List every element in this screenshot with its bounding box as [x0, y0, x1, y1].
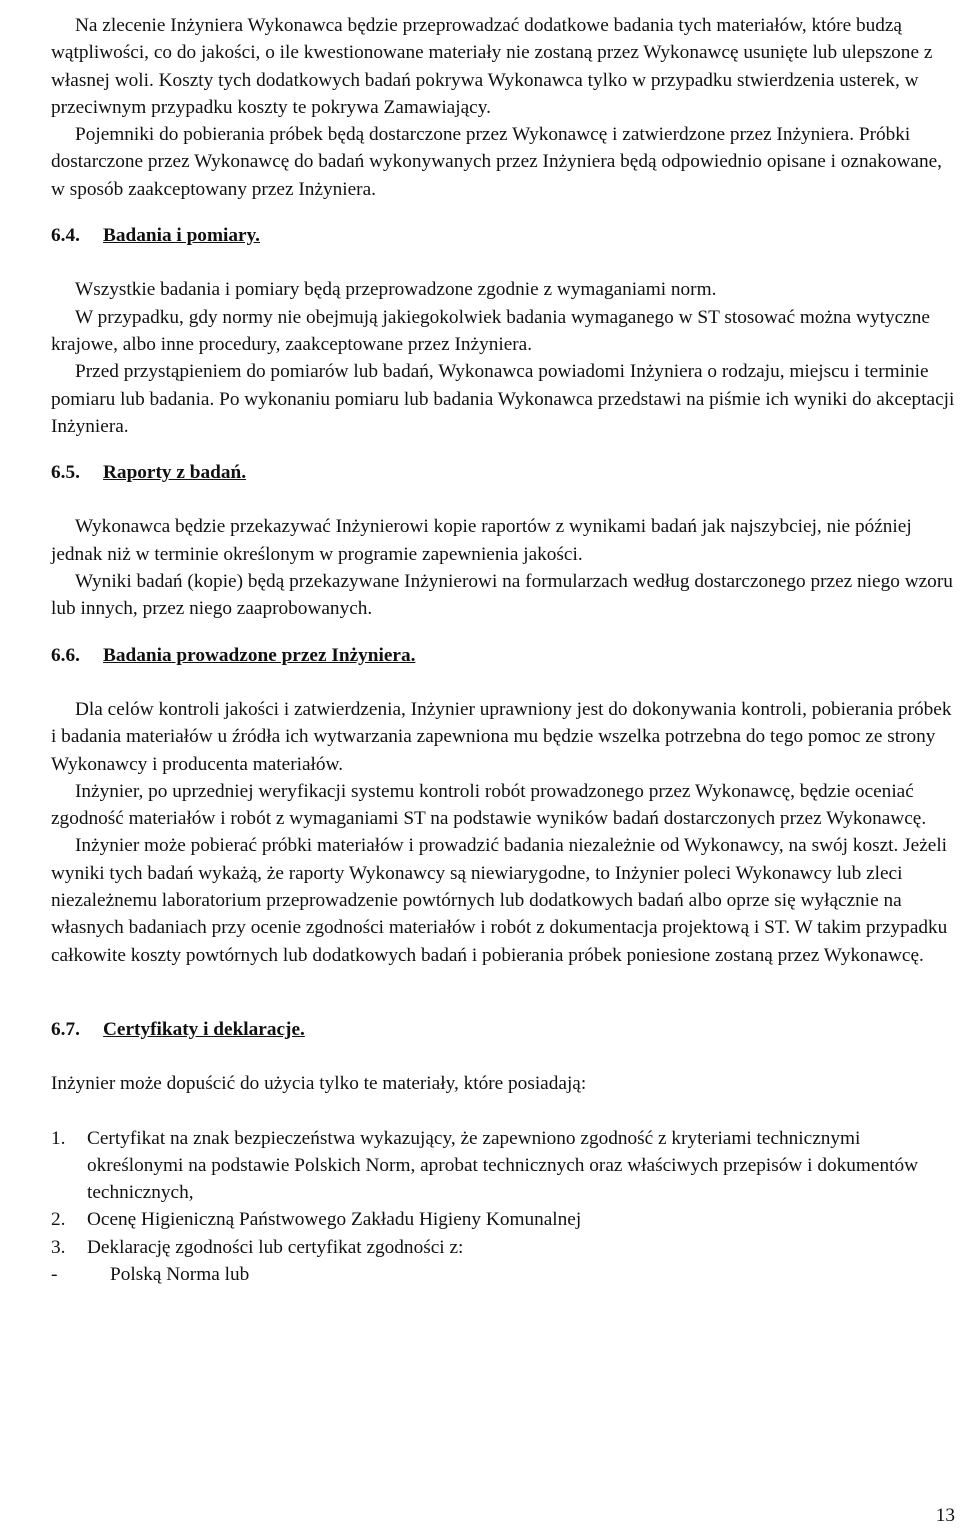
list-item-text: Deklarację zgodności lub certyfikat zgodności z:: [87, 1236, 464, 1258]
list-item-text: Certyfikat na znak bezpieczeństwa wykazujący, że zapewniono zgodność z kryteriami technicznymi określonymi na podstawie Polskich Norm, aprobat technicznych oraz właściwych przepisów i dokumentów technicznych,: [87, 1127, 919, 1204]
list-item-text: Ocenę Higieniczną Państwowego Zakładu Higieny Komunalnej: [87, 1209, 582, 1231]
paragraph: Wyniki badań (kopie) będą przekazywane Inżynierowi na formularzach według dostarczonego przez niego wzoru lub innych, przez niego zaaprobowanych.: [51, 571, 953, 620]
paragraph: Inżynier może pobierać próbki materiałów i prowadzić badania niezależnie od Wykonawcy, na swój koszt. Jeżeli wyniki tych badań wykażą, że raporty Wykonawcy są niewiarygodne, to Inżynier poleci Wykonawcy lub zleci niezależnemu laboratorium przeprowadzenie powtórnych lub dodatkowych badań albo oprze się wyłącznie na własnych badaniach przy ocenie zgodności materiałów i robót z dokumentacja projektową i ST. W takim przypadku całkowite koszty powtórnych lub dodatkowych badań i pobierania próbek poniesione zostaną przez Wykonawcę.: [51, 835, 948, 966]
section-title: Raporty z badań.: [103, 462, 247, 484]
section-heading-6-5: [51, 459, 955, 486]
list-item-number: 2.: [51, 1209, 66, 1231]
list-item-number: 1.: [51, 1127, 66, 1149]
page-number: 13: [935, 1505, 955, 1526]
paragraph: Dla celów kontroli jakości i zatwierdzenia, Inżynier uprawniony jest do dokonywania kontroli, pobierania próbek i badania materiałów u źródła ich wytwarzania zapewniona mu będzie wszelka potrzebna do tego pomoc ze strony Wykonawcy i producenta materiałów.: [51, 698, 952, 775]
paragraph: Pojemniki do pobierania próbek będą dostarczone przez Wykonawcę i zatwierdzone przez Inżyniera. Próbki dostarczone przez Wykonawcę do badań wykonywanych przez Inżyniera będą odpowiednio opisane i oznakowane, w sposób zaakceptowany przez Inżyniera.: [51, 124, 942, 200]
paragraph: Na zlecenie Inżyniera Wykonawca będzie przeprowadzać dodatkowe badania tych materiałów, które budzą wątpliwości, co do jakości, o ile kwestionowane materiały nie zostaną przez Wykonawcę usunięte lub ulepszone z własnej woli. Koszty tych dodatkowych badań pokrywa Wykonawca tylko w przypadku stwierdzenia usterek, w przeciwnym przypadku koszty te pokrywa Zamawiający.: [51, 15, 933, 118]
section-intro: Inżynier może dopuścić do użycia tylko te materiały, które posiadają:: [51, 1073, 587, 1095]
section-number: 6.5.: [51, 462, 80, 484]
section-title: Badania prowadzone przez Inżyniera.: [103, 644, 416, 666]
list-item: [51, 1206, 955, 1233]
paragraph: Inżynier, po uprzedniej weryfikacji systemu kontroli robót prowadzonego przez Wykonawcę, będzie oceniać zgodność materiałów i robót z wymaganiami ST na podstawie wyników badań dostarczonych przez Wykonawcę.: [51, 780, 927, 830]
paragraph: W przypadku, gdy normy nie obejmują jakiegokolwiek badania wymaganego w ST stosować można wytyczne krajowe, albo inne procedury, zaakceptowane przez Inżyniera.: [51, 306, 930, 355]
section-heading-6-6: [51, 642, 955, 669]
sub-list-text: Polską Norma lub: [110, 1263, 250, 1285]
list-item: [51, 1234, 955, 1261]
section-heading-6-4: [51, 222, 955, 249]
paragraph: Przed przystąpieniem do pomiarów lub badań, Wykonawca powiadomi Inżyniera o rodzaju, miejscu i terminie pomiaru lub badania. Po wykonaniu pomiaru lub badania Wykonawca przedstawi na piśmie ich wyniki do akceptacji Inżyniera.: [51, 361, 955, 437]
list-item-number: 3.: [51, 1236, 66, 1258]
list-item: [51, 1125, 955, 1207]
paragraph: Wykonawca będzie przekazywać Inżynierowi kopie raportów z wynikami badań jak najszybciej, nie później jednak niż w terminie określonym w programie zapewnienia jakości.: [51, 516, 912, 565]
section-number: 6.6.: [51, 644, 80, 666]
section-number: 6.7.: [51, 1018, 80, 1040]
section-title: Certyfikaty i deklaracje.: [103, 1018, 305, 1040]
certificate-list: [51, 1125, 955, 1261]
sub-list-marker: -: [51, 1263, 58, 1285]
section-number: 6.4.: [51, 225, 80, 247]
sub-list-item: [51, 1261, 955, 1288]
section-title: Badania i pomiary.: [103, 225, 260, 247]
paragraph: Wszystkie badania i pomiary będą przeprowadzone zgodnie z wymaganiami norm.: [75, 279, 717, 301]
document-page: [51, 12, 955, 1288]
section-heading-6-7: [51, 1016, 955, 1043]
